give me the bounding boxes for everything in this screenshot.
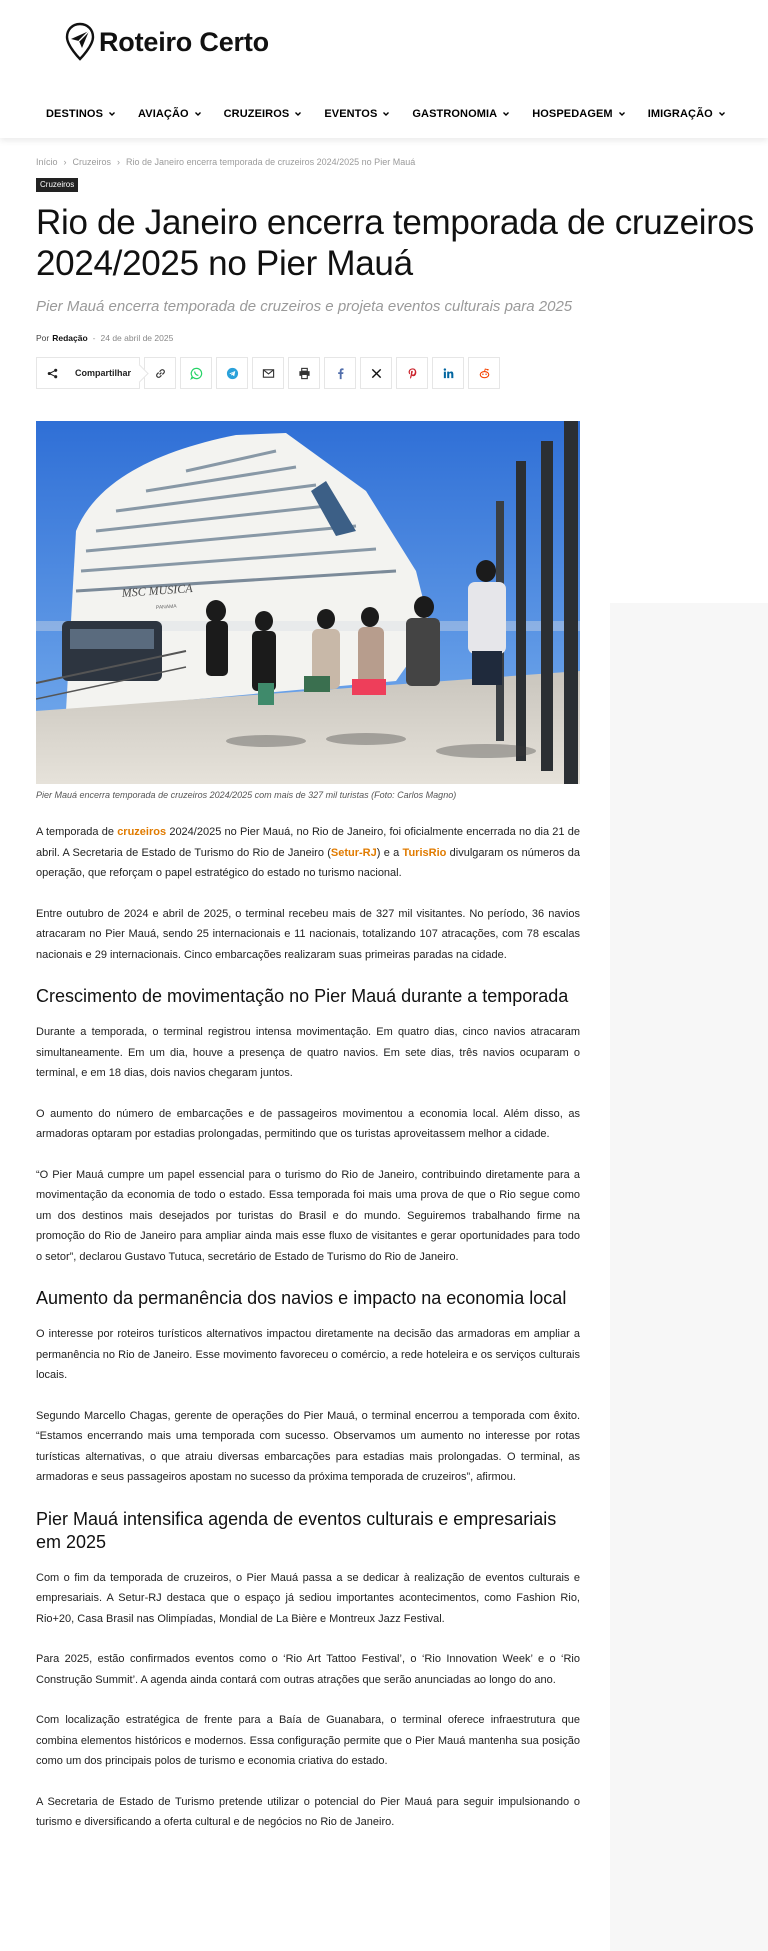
by-label: Por — [36, 333, 50, 343]
share-print-button[interactable] — [288, 357, 320, 389]
share-reddit-button[interactable] — [468, 357, 500, 389]
reddit-icon — [478, 367, 491, 380]
ship-port: PANAMA — [155, 603, 177, 611]
nav-item-label: IMIGRAÇÃO — [647, 108, 713, 120]
nav-item-label: CRUZEIROS — [223, 108, 290, 120]
nav-item-label: DESTINOS — [46, 108, 104, 120]
paragraph: Segundo Marcello Chagas, gerente de operações do Pier Mauá, o terminal encerrou a temporada com êxito. “Estamos encerrando mais uma temporada com sucesso. Observamos um aumento no interesse por rotas turísticas alternativas, o que atraiu diversas embarcações para estadias mais prolongadas. O terminal, as armadoras e seus passageiros apostam no sucesso da próxima temporada de cruzeiros”, afirmou. — [36, 1409, 580, 1483]
facebook-icon — [334, 367, 347, 380]
share-bar — [36, 357, 500, 389]
site-header — [0, 0, 768, 138]
chevron-down-icon — [294, 110, 302, 118]
chevron-down-icon — [718, 110, 726, 118]
share-linkedin-button[interactable] — [432, 357, 464, 389]
linkedin-icon — [442, 367, 455, 380]
share-label: Compartilhar — [75, 368, 132, 378]
paragraph: Com localização estratégica de frente para a Baía de Guanabara, o terminal oferece infraestrutura que combina elementos históricos e modernos. Essa configuração permite que o Pier Mauá mantenha sua posição como um dos principais polos de turismo e economia criativa do estado. — [36, 1714, 580, 1767]
whatsapp-icon — [190, 367, 203, 380]
publish-date: 24 de abril de 2025 — [100, 333, 174, 343]
sidebar-panel — [610, 603, 768, 1951]
chevron-down-icon — [618, 110, 626, 118]
share-whatsapp-button[interactable] — [180, 357, 212, 389]
share-facebook-button[interactable] — [324, 357, 356, 389]
share-button[interactable] — [36, 357, 140, 389]
paragraph: A temporada de cruzeiros 2024/2025 no Pier Mauá, no Rio de Janeiro, foi oficialmente encerrada no dia 21 de abril. A Secretaria de Estado de Turismo do Rio de Janeiro (Setur-RJ) e a TurisRio divulgaram os números da operação, que reforçam o papel estratégico do estado no turismo nacional. — [36, 826, 580, 879]
link-turisrio[interactable]: TurisRio — [402, 846, 447, 859]
chevron-down-icon — [382, 110, 390, 118]
nav-item-label: GASTRONOMIA — [412, 108, 498, 120]
main-nav — [46, 108, 748, 120]
nav-item-cruzeiros[interactable] — [224, 108, 303, 120]
map-pin-plane-icon — [64, 22, 96, 62]
page-title: Rio de Janeiro encerra temporada de cruzeiros 2024/2025 no Pier Mauá — [36, 203, 754, 283]
breadcrumb — [36, 157, 415, 167]
nav-item-imigracao[interactable] — [648, 108, 726, 120]
chevron-right-icon: › — [63, 157, 67, 167]
category-tag[interactable]: Cruzeiros — [36, 178, 78, 192]
nav-item-label: AVIAÇÃO — [138, 108, 189, 120]
nav-item-destinos[interactable] — [46, 108, 116, 120]
article-subtitle: Pier Mauá encerra temporada de cruzeiros e projeta eventos culturais para 2025 — [36, 298, 573, 315]
breadcrumb-current: Rio de Janeiro encerra temporada de cruzeiros 2024/2025 no Pier Mauá — [126, 157, 416, 167]
telegram-icon — [226, 367, 239, 380]
share-pinterest-button[interactable] — [396, 357, 428, 389]
breadcrumb-home-link[interactable]: Início — [36, 157, 58, 167]
cruise-ship-photo — [36, 421, 580, 784]
paragraph: O interesse por roteiros turísticos alternativos impactou diretamente na decisão das armadoras em ampliar a permanência no Rio de Janeiro. Esse movimento favoreceu o comércio, a rede hoteleira e os serviços culturais locais. — [36, 1328, 580, 1381]
section-heading: Aumento da permanência dos navios e impacto na economia local — [36, 1288, 567, 1308]
share-telegram-button[interactable] — [216, 357, 248, 389]
section-heading: Crescimento de movimentação no Pier Mauá durante a temporada — [36, 986, 569, 1006]
chevron-down-icon — [194, 110, 202, 118]
share-icon — [47, 368, 58, 379]
author-link[interactable]: Redação — [52, 333, 88, 343]
envelope-icon — [262, 367, 275, 380]
site-name: Roteiro Certo — [99, 26, 269, 57]
nav-item-label: EVENTOS — [324, 108, 378, 120]
printer-icon — [298, 367, 311, 380]
share-email-button[interactable] — [252, 357, 284, 389]
paragraph: Para 2025, estão confirmados eventos como o ‘Rio Art Tattoo Festival’, o ‘Rio Innovation Week’ e o ‘Rio Construção Summit’. A agenda ainda contará com outras atrações que serão anunciadas ao longo do ano. — [36, 1653, 580, 1686]
pinterest-icon — [406, 367, 419, 380]
breadcrumb-category-link[interactable]: Cruzeiros — [72, 157, 112, 167]
paragraph: Entre outubro de 2024 e abril de 2025, o terminal recebeu mais de 327 mil visitantes. No período, 36 navios atracaram no Pier Mauá, sendo 25 internacionais e 11 nacionais, totalizando 107 atracações, com 78 escalas nacionais e 29 internacionais. Cinco embarcações realizaram suas primeiras paradas na cidade. — [36, 907, 580, 961]
chevron-down-icon — [502, 110, 510, 118]
nav-item-label: HOSPEDAGEM — [532, 108, 613, 120]
chevron-right-icon: › — [117, 157, 121, 167]
nav-item-eventos[interactable] — [324, 108, 390, 120]
hero-image — [36, 421, 580, 784]
section-heading: Pier Mauá intensifica agenda de eventos culturais e empresariais em 2025 — [36, 1508, 557, 1552]
article-body — [36, 822, 580, 1853]
link-icon — [154, 367, 167, 380]
chevron-down-icon — [108, 110, 116, 118]
nav-item-gastronomia[interactable] — [412, 108, 510, 120]
nav-item-hospedagem[interactable] — [532, 108, 625, 120]
site-logo[interactable] — [64, 22, 269, 62]
image-caption: Pier Mauá encerra temporada de cruzeiros 2024/2025 com mais de 327 mil turistas (Foto: Carlos Magno) — [36, 790, 457, 800]
byline — [36, 333, 173, 343]
paragraph: A Secretaria de Estado de Turismo pretende utilizar o potencial do Pier Mauá para seguir impulsionando o turismo e diversificando a oferta cultural e de negócios no Rio de Janeiro. — [36, 1795, 580, 1828]
link-cruzeiros[interactable]: cruzeiros — [117, 826, 167, 838]
byline-separator: - — [92, 333, 96, 343]
ship-name: MSC MUSICA — [121, 581, 194, 600]
link-setur-rj[interactable]: Setur-RJ — [330, 846, 377, 859]
paragraph: Com o fim da temporada de cruzeiros, o Pier Mauá passa a se dedicar à realização de eventos culturais e empresariais. A Setur-RJ destaca que o espaço já sediou importantes acontecimentos, como Fashion Rio, Rio+20, Casa Brasil nas Olimpíadas, Mondial de La Bière e Montreux Jazz Festival. — [36, 1571, 580, 1625]
nav-item-aviacao[interactable] — [138, 108, 202, 120]
paragraph: O aumento do número de embarcações e de passageiros movimentou a economia local. Além disso, as armadoras optaram por estadias prolongadas, permitindo que os turistas aproveitassem melhor a cidade. — [36, 1107, 580, 1140]
share-x-button[interactable] — [360, 357, 392, 389]
paragraph: Durante a temporada, o terminal registrou intensa movimentação. Em quatro dias, cinco navios atracaram simultaneamente. Em um dia, houve a presença de quatro navios. Em sete dias, três navios ocuparam o terminal, e em 18 dias, dois navios chegaram juntos. — [36, 1026, 580, 1079]
paragraph: “O Pier Mauá cumpre um papel essencial para o turismo do Rio de Janeiro, contribuindo diretamente para a movimentação da economia de todo o estado. Essa temporada foi mais uma prova de que o Rio segue como um dos destinos mais desejados por turistas do Brasil e do mundo. Seguiremos trabalhando firme na promoção do Rio de Janeiro para ampliar ainda mais esse fluxo de visitantes e gerar oportunidades para todo o setor”, declarou Gustavo Tutuca, secretário de Estado de Turismo do Rio de Janeiro. — [36, 1168, 580, 1263]
x-icon — [370, 367, 383, 380]
